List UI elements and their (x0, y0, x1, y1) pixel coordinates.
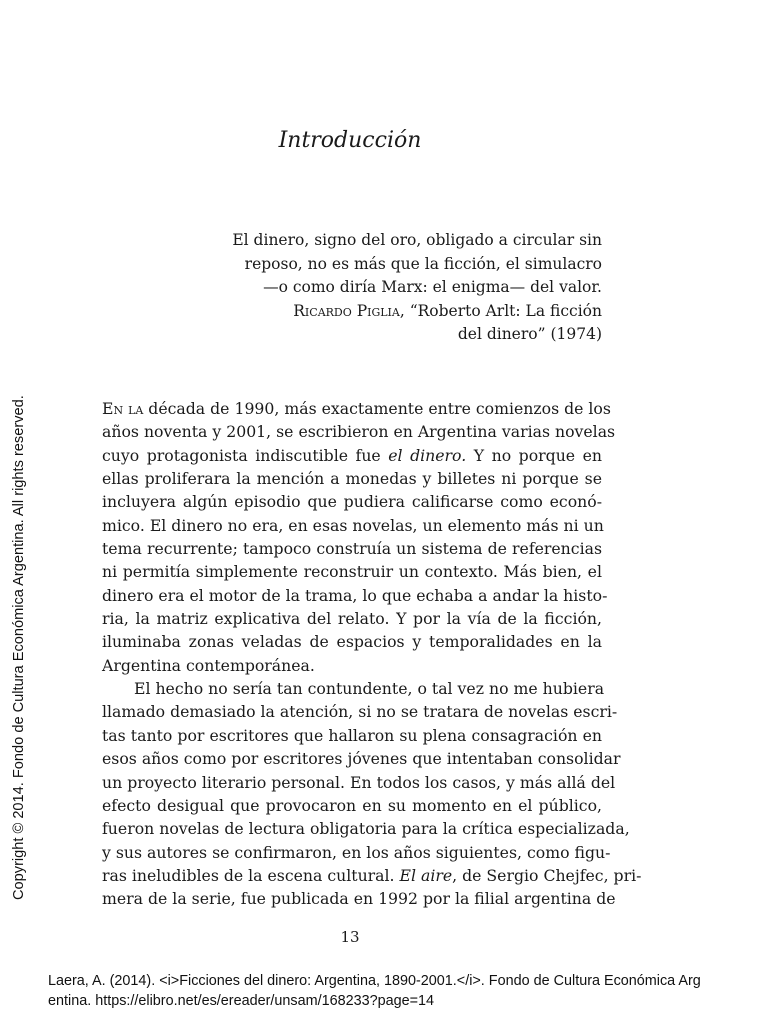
text-line: dinero era el motor de la trama, lo que echaba a andar la histo- (102, 585, 608, 605)
text-line: tema recurrente; tampoco construía un sistema de referencias (102, 539, 602, 559)
citation-line: Laera, A. (2014). <i>Ficciones del dinero: Argentina, 1890-2001.</i>. Fondo de Cultura Económica Arg (48, 973, 701, 989)
text-line: tas tanto por escritores que hallaron su plena consagración en (102, 725, 602, 745)
text-line: esos años como por escritores jóvenes que intentaban consolidar (102, 749, 621, 769)
text-line: años noventa y 2001, se escribieron en Argentina varias novelas (102, 422, 616, 442)
epigraph-attribution (230, 300, 602, 324)
epigraph-source: , “Roberto Arlt: La ficción (399, 301, 602, 320)
text-line: ras ineludibles de la escena cultural. El aire, de Sergio Chejfec, pri- (102, 865, 642, 885)
copyright-notice: Copyright © 2014. Fondo de Cultura Económica Argentina. All rights reserved. (11, 395, 27, 900)
text-line: efecto desigual que provocaron en su momento en el público, (102, 795, 602, 815)
epigraph (230, 229, 602, 347)
italic-phrase: el dinero. (388, 445, 467, 465)
text-line: El hecho no sería tan contundente, o tal vez no me hubiera (134, 679, 605, 699)
text-line: iluminaba zonas veladas de espacios y temporalidades en la (102, 632, 602, 652)
text-line: ellas proliferara la mención a monedas y billetes ni porque se (102, 469, 602, 489)
italic-phrase: El aire (399, 865, 453, 885)
text-line: fueron novelas de lectura obligatoria para la crítica especializada, (102, 819, 630, 839)
citation (48, 971, 760, 1011)
opening-smallcaps: En la (102, 399, 144, 418)
body-text (102, 397, 642, 911)
text-line: incluyera algún episodio que pudiera calificarse como econó- (102, 492, 602, 512)
epigraph-source-cont: del dinero” (1974) (457, 325, 602, 343)
text-line: mera de la serie, fue publicada en 1992 por la filial argentina de (102, 889, 616, 909)
text-line: En la década de 1990, más exactamente entre comienzos de los (102, 399, 611, 418)
epigraph-line: —o como diría Marx: el enigma— del valor. (263, 278, 602, 296)
citation-line: entina. https://elibro.net/es/ereader/unsam/168233?page=14 (48, 993, 435, 1009)
text-line: cuyo protagonista indiscutible fue el dinero. Y no porque en (102, 445, 603, 465)
chapter-title: Introducción (278, 128, 422, 153)
text-line: y sus autores se confirmaron, en los años siguientes, como figu- (102, 842, 611, 862)
epigraph-line: reposo, no es más que la ficción, el simulacro (244, 254, 602, 273)
text-line: Argentina contemporánea. (102, 655, 315, 675)
text-line: un proyecto literario personal. En todos los casos, y más allá del (102, 772, 616, 792)
text-line: ni permitía simplemente reconstruir un contexto. Más bien, el (102, 562, 602, 582)
page-number: 13 (340, 928, 360, 946)
text-line: llamado demasiado la atención, si no se tratara de novelas escri- (102, 702, 618, 722)
text-line: mico. El dinero no era, en esas novelas, un elemento más ni un (102, 515, 604, 535)
epigraph-author: Ricardo Piglia (293, 301, 400, 320)
epigraph-line: El dinero, signo del oro, obligado a circular sin (232, 231, 602, 249)
text-line: ria, la matriz explicativa del relato. Y por la vía de la ficción, (102, 609, 602, 629)
